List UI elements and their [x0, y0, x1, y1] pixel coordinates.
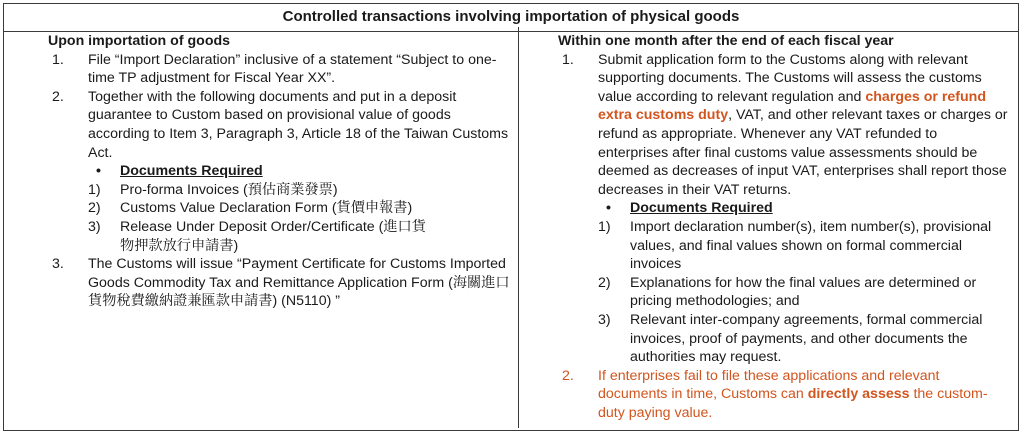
doc-text: Release Under Deposit Order/Certificate (進口貨物押款放行申請書) [120, 218, 426, 254]
left-doc-3 [48, 218, 513, 255]
item-text-b: the custom-duty paying value. [598, 386, 988, 421]
item-number: 2. [52, 88, 64, 105]
left-doc-2 [48, 199, 513, 218]
bullet-icon: • [96, 163, 101, 180]
item-number: 1. [52, 51, 64, 68]
item-text: File “Import Declaration” inclusive of a statement “Subject to one-time TP adjustment for Fiscal Year XX”. [88, 51, 497, 87]
item-number: 2. [562, 367, 574, 384]
left-heading: Upon importation of goods [48, 33, 231, 49]
right-item-2 [558, 367, 1008, 423]
doc-text: Explanations for how the final values are determined or pricing methodologies; and [630, 274, 977, 310]
doc-text: Pro-forma Invoices (預估商業發票) [120, 181, 338, 198]
column-divider [518, 27, 519, 428]
table-title: Controlled transactions involving importation of physical goods [4, 4, 1018, 32]
doc-number: 3) [88, 218, 101, 235]
right-heading: Within one month after the end of each fiscal year [558, 33, 894, 49]
item-highlight: directly assess [807, 386, 910, 403]
doc-number: 3) [598, 311, 611, 328]
doc-number: 2) [598, 274, 611, 291]
item-text: Together with the following documents and put in a deposit guarantee to Custom based on provisional value of goods according to Item 3, Paragraph 3, Article 18 of the Taiwan Customs Act. [88, 88, 509, 161]
right-column [558, 32, 1008, 422]
item-text-a: If enterprises fail to file these applications and relevant documents in time, Customs can [598, 367, 940, 403]
right-doc-1 [558, 218, 1008, 274]
item-text-a: Submit application form to the Customs along with relevant supporting documents. The Customs will assess the customs value according to relevant regulation and [598, 51, 982, 105]
right-doc-3 [558, 311, 1008, 367]
left-docs-heading: • Documents Required [96, 163, 263, 180]
left-column [48, 32, 513, 311]
item-text-b: , VAT, and other relevant taxes or charges or refund as appropriate. Whenever any VAT refunded to enterprises after final customs value assessments should be deemed as decreases of input VAT, enterprises shall report those decreases in their VAT returns. [598, 107, 1008, 198]
doc-number: 2) [88, 200, 101, 217]
left-item-3 [48, 255, 513, 311]
doc-number: 1) [88, 181, 101, 198]
item-number: 1. [562, 51, 574, 68]
doc-number: 1) [598, 218, 611, 235]
right-doc-2 [558, 274, 1008, 311]
left-doc-1 [48, 181, 513, 200]
item-number: 3. [52, 256, 64, 273]
right-item-1 [558, 51, 1008, 200]
doc-text: Relevant inter-company agreements, formal commercial invoices, proof of payments, and other documents the authorities may request. [630, 311, 983, 366]
left-item-1 [48, 51, 513, 88]
item-highlight: charges or refund extra customs duty [598, 88, 986, 124]
right-docs-heading: • Documents Required [606, 200, 773, 217]
item-text: The Customs will issue “Payment Certificate for Customs Imported Goods Commodity Tax and Remittance Application Form (海關進口貨物稅費繳納證兼匯款申請書) (N5110) ” [88, 256, 510, 310]
doc-text: Customs Value Declaration Form (貨價申報書) [120, 200, 413, 217]
bullet-icon: • [606, 200, 611, 217]
left-item-2 [48, 88, 513, 162]
doc-text: Import declaration number(s), item number(s), provisional values, and final values shown on formal commercial invoices [630, 218, 992, 273]
